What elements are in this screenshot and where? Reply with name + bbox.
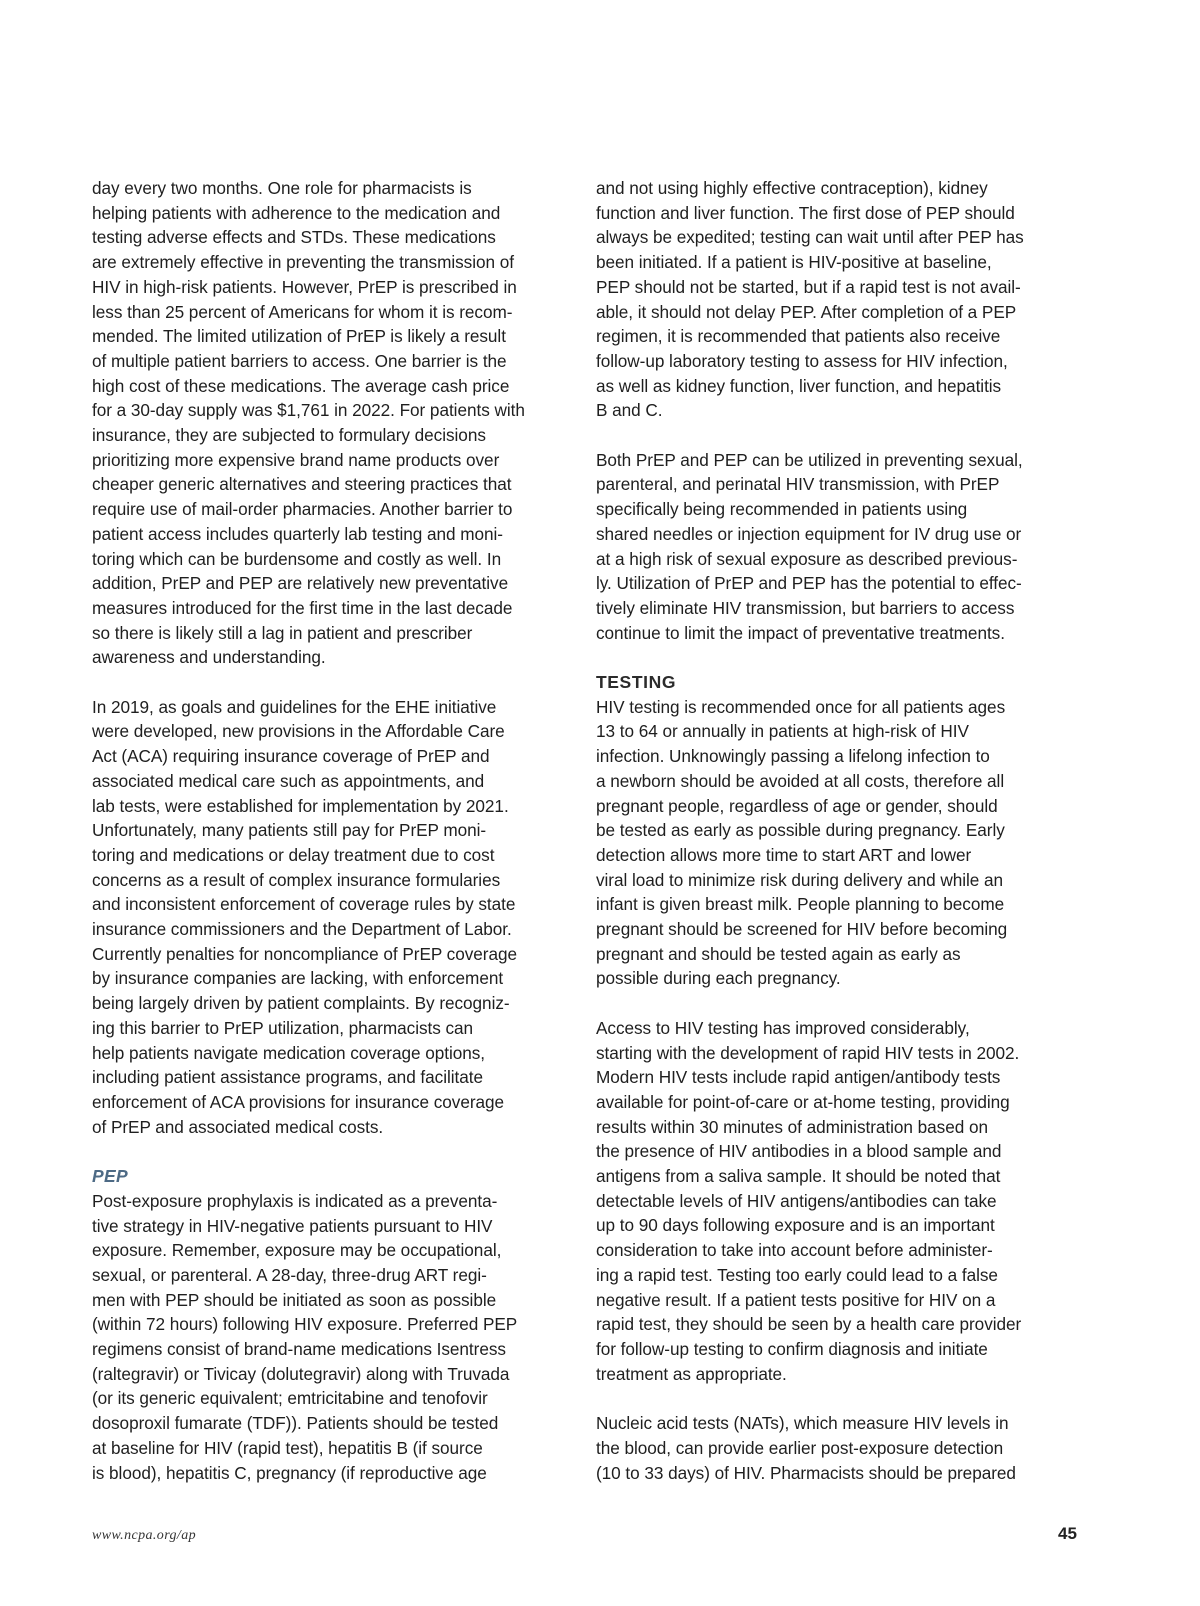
text-line: cheaper generic alternatives and steering practices that [92, 474, 512, 495]
text-line: possible during each pregnancy. [596, 968, 841, 989]
text-line: were developed, new provisions in the Affordable Care [92, 721, 505, 742]
text-line: at baseline for HIV (rapid test), hepatitis B (if source [92, 1437, 483, 1458]
text-line: associated medical care such as appointments, and [92, 770, 485, 791]
text-line: Access to HIV testing has improved considerably, [596, 1017, 970, 1038]
text-line: Both PrEP and PEP can be utilized in preventing sexual, [596, 449, 1023, 470]
text-line: able, it should not delay PEP. After completion of a PEP [596, 301, 1017, 322]
paragraph [596, 695, 1064, 991]
text-line: tive strategy in HIV-negative patients pursuant to HIV [92, 1215, 493, 1236]
text-line: addition, PrEP and PEP are relatively new preventative [92, 573, 509, 594]
text-line: shared needles or injection equipment for IV drug use or [596, 523, 1022, 544]
paragraph-gap [596, 645, 1064, 670]
text-line: the presence of HIV antibodies in a blood sample and [596, 1141, 1002, 1162]
text-line: pregnant people, regardless of age or gender, should [596, 795, 998, 816]
text-line: up to 90 days following exposure and is an important [596, 1215, 995, 1236]
text-line: (within 72 hours) following HIV exposure. Preferred PEP [92, 1314, 518, 1335]
text-line: function and liver function. The first dose of PEP should [596, 202, 1015, 223]
footer-url[interactable]: www.ncpa.org/ap [92, 1528, 197, 1543]
text-line: consideration to take into account before administer- [596, 1240, 993, 1261]
text-line: day every two months. One role for pharmacists is [92, 178, 472, 198]
text-line: 13 to 64 or annually in patients at high-risk of HIV [596, 721, 969, 742]
text-line: ing a rapid test. Testing too early could lead to a false [596, 1264, 998, 1285]
text-line: high cost of these medications. The average cash price [92, 375, 510, 396]
text-line: is blood), hepatitis C, pregnancy (if reproductive age [92, 1462, 487, 1483]
paragraph-gap [92, 1139, 560, 1164]
paragraph [596, 1411, 1064, 1485]
text-line: antigens from a saliva sample. It should be noted that [596, 1166, 1001, 1187]
text-line: dosoproxil fumarate (TDF)). Patients should be tested [92, 1413, 499, 1434]
text-line: (10 to 33 days) of HIV. Pharmacists should be prepared [596, 1462, 1016, 1483]
text-line: results within 30 minutes of administration based on [596, 1116, 988, 1137]
text-line: tively eliminate HIV transmission, but barriers to access [596, 597, 1015, 618]
text-line: infection. Unknowingly passing a lifelong infection to [596, 746, 990, 767]
text-line: so there is likely still a lag in patient and prescriber [92, 622, 473, 643]
text-line: mended. The limited utilization of PrEP is likely a result [92, 326, 506, 347]
paragraph [596, 1016, 1064, 1387]
text-line: regimen, it is recommended that patients also receive [596, 326, 1001, 347]
text-line: always be expedited; testing can wait until after PEP has [596, 227, 1024, 248]
text-line: concerns as a result of complex insurance formularies [92, 869, 501, 890]
text-line: Act (ACA) requiring insurance coverage of PrEP and [92, 746, 490, 767]
text-line: exposure. Remember, exposure may be occupational, [92, 1240, 502, 1261]
text-line: lab tests, were established for implementation by 2021. [92, 795, 509, 816]
text-line: for a 30-day supply was $1,761 in 2022. For patients with [92, 400, 525, 421]
text-line: at a high risk of sexual exposure as described previous- [596, 548, 1018, 569]
text-line: sexual, or parenteral. A 28-day, three-drug ART regi- [92, 1264, 487, 1285]
text-line: ly. Utilization of PrEP and PEP has the potential to effec- [596, 573, 1022, 594]
text-line: awareness and understanding. [92, 647, 326, 668]
text-line: require use of mail-order pharmacies. Another barrier to [92, 499, 513, 520]
paragraph [92, 695, 560, 1140]
paragraph-gap [92, 670, 560, 695]
text-line: In 2019, as goals and guidelines for the EHE initiative [92, 696, 497, 717]
text-line: be tested as early as possible during pregnancy. Early [596, 820, 1005, 841]
text-line: for follow-up testing to confirm diagnosis and initiate [596, 1339, 988, 1359]
text-line: ing this barrier to PrEP utilization, pharmacists can [92, 1017, 474, 1038]
paragraph-gap [596, 991, 1064, 1016]
text-line: detectable levels of HIV antigens/antibodies can take [596, 1190, 997, 1211]
paragraph-gap [596, 1386, 1064, 1411]
text-line: Modern HIV tests include rapid antigen/antibody tests [596, 1067, 1001, 1088]
text-line: as well as kidney function, liver function, and hepatitis [596, 375, 1002, 396]
text-line: Currently penalties for noncompliance of PrEP coverage [92, 943, 517, 964]
text-line: are extremely effective in preventing the transmission of [92, 252, 514, 273]
left-column [92, 176, 560, 1485]
text-line: specifically being recommended in patients using [596, 499, 968, 520]
paragraph [92, 176, 560, 670]
text-line: of multiple patient barriers to access. One barrier is the [92, 350, 507, 371]
text-line: insurance, they are subjected to formulary decisions [92, 425, 486, 446]
text-line: prioritizing more expensive brand name products over [92, 449, 500, 470]
paragraph [596, 176, 1064, 423]
text-line: follow-up laboratory testing to assess for HIV infection, [596, 350, 1008, 371]
text-line: continue to limit the impact of preventative treatments. [596, 622, 1005, 643]
text-line: help patients navigate medication coverage options, [92, 1042, 486, 1063]
text-line: and not using highly effective contraception), kidney [596, 178, 988, 198]
page-number: 45 [1058, 1524, 1077, 1543]
text-line: enforcement of ACA provisions for insurance coverage [92, 1092, 505, 1112]
text-line: men with PEP should be initiated as soon as possible [92, 1289, 497, 1310]
section-heading-testing: TESTING [596, 672, 677, 693]
text-line: the blood, can provide earlier post-exposure detection [596, 1437, 1004, 1458]
text-line: toring and medications or delay treatment due to cost [92, 844, 495, 865]
text-line: parenteral, and perinatal HIV transmission, with PrEP [596, 474, 1000, 495]
text-line: toring which can be burdensome and costly as well. In [92, 548, 502, 569]
text-line: treatment as appropriate. [596, 1363, 787, 1384]
text-line: (raltegravir) or Tivicay (dolutegravir) along with Truvada [92, 1363, 510, 1384]
text-line: less than 25 percent of Americans for whom it is recom- [92, 301, 513, 322]
text-line: Nucleic acid tests (NATs), which measure HIV levels in [596, 1413, 1009, 1434]
text-line: pregnant should be screened for HIV before becoming [596, 919, 1008, 940]
text-line: insurance commissioners and the Department of Labor. [92, 919, 512, 940]
text-line: including patient assistance programs, and facilitate [92, 1067, 483, 1088]
section-heading-pep: PEP [92, 1166, 128, 1187]
text-line: helping patients with adherence to the medication and [92, 202, 501, 223]
text-line: pregnant and should be tested again as early as [596, 943, 961, 964]
text-line: HIV testing is recommended once for all patients ages [596, 696, 1006, 717]
text-line: Post-exposure prophylaxis is indicated as a preventa- [92, 1190, 498, 1211]
text-line: Unfortunately, many patients still pay for PrEP moni- [92, 820, 487, 841]
text-line: being largely driven by patient complaints. By recogniz- [92, 993, 510, 1014]
text-line: testing adverse effects and STDs. These medications [92, 227, 496, 248]
paragraph-gap [596, 423, 1064, 448]
text-line: viral load to minimize risk during delivery and while an [596, 869, 1004, 890]
text-line: rapid test, they should be seen by a health care provider [596, 1314, 1022, 1335]
paragraph [596, 448, 1064, 646]
text-line: and inconsistent enforcement of coverage rules by state [92, 894, 516, 915]
text-line: (or its generic equivalent; emtricitabine and tenofovir [92, 1388, 488, 1409]
text-line: regimens consist of brand-name medications Isentress [92, 1339, 506, 1360]
text-line: infant is given breast milk. People planning to become [596, 894, 1005, 915]
text-line: HIV in high-risk patients. However, PrEP is prescribed in [92, 276, 517, 297]
text-line: negative result. If a patient tests positive for HIV on a [596, 1289, 996, 1310]
text-line: PEP should not be started, but if a rapid test is not avail- [596, 276, 1021, 297]
text-line: been initiated. If a patient is HIV-positive at baseline, [596, 252, 992, 273]
text-line: available for point-of-care or at-home testing, providing [596, 1091, 1010, 1112]
text-line: a newborn should be avoided at all costs, therefore all [596, 770, 1005, 791]
right-column [596, 176, 1064, 1485]
text-line: starting with the development of rapid HIV tests in 2002. [596, 1042, 1020, 1063]
text-line: detection allows more time to start ART and lower [596, 844, 972, 865]
text-line: B and C. [596, 400, 663, 421]
text-line: measures introduced for the first time in the last decade [92, 597, 513, 618]
text-line: patient access includes quarterly lab testing and moni- [92, 523, 503, 544]
text-line: by insurance companies are lacking, with enforcement [92, 968, 504, 989]
paragraph [92, 1189, 560, 1485]
text-line: of PrEP and associated medical costs. [92, 1116, 384, 1137]
